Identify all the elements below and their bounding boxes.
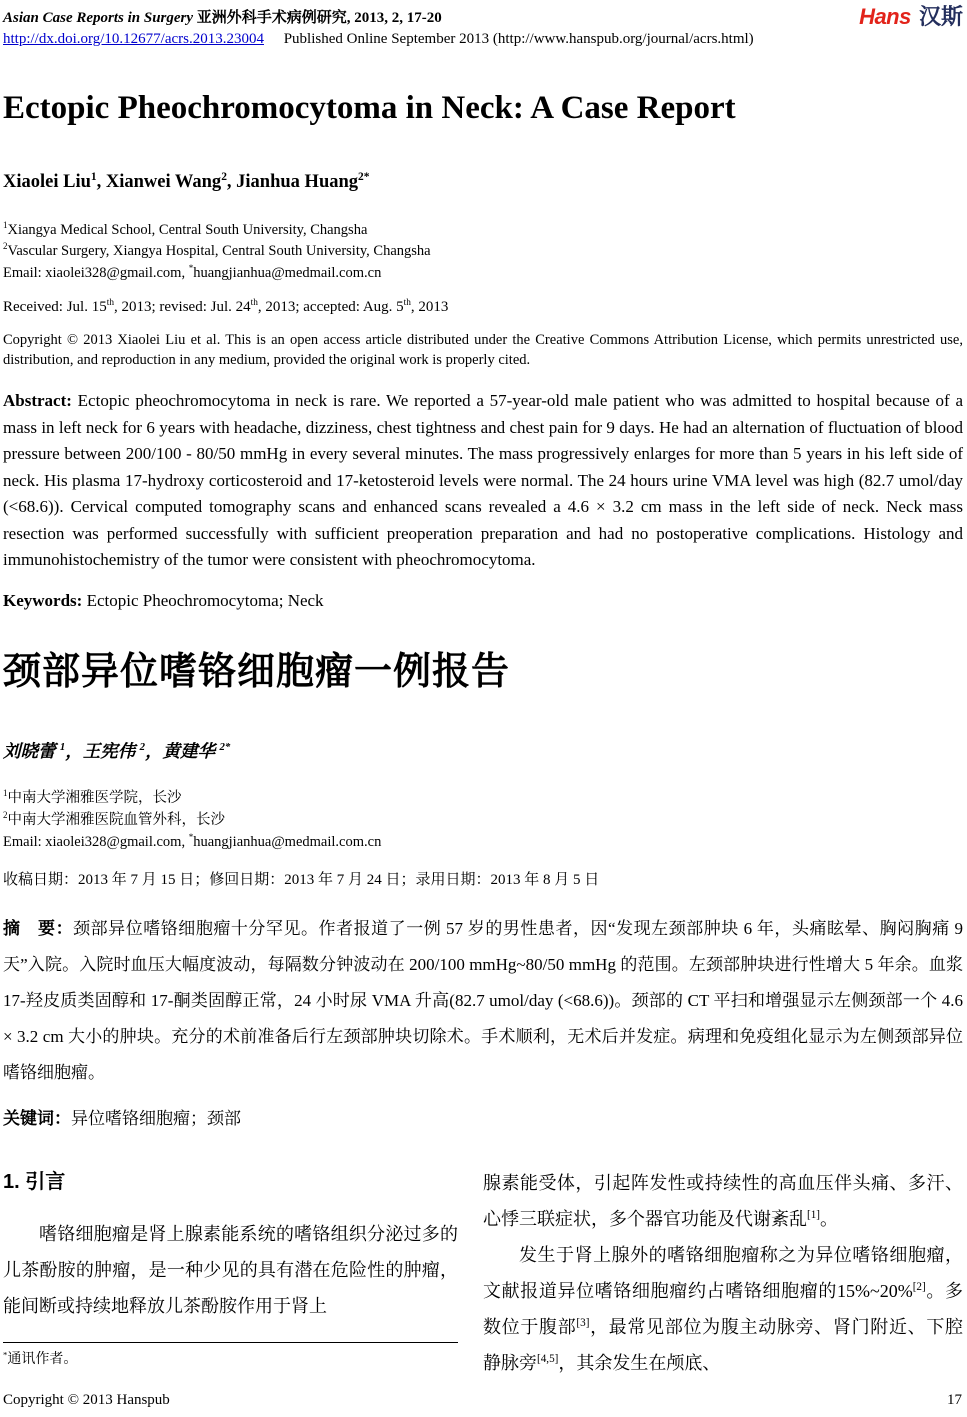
page-footer bbox=[3, 1392, 962, 1409]
copyright-license-notice: Copyright © 2013 Xiaolei Liu et al. This is an open access article distributed under the Creative Commons Attribution License, which permits unrestricted use, distribution, and reproduction in any medium, provided the original work is properly cited. bbox=[3, 332, 963, 368]
abstract-text: Ectopic pheochromocytoma in neck is rare. We reported a 57-year-old male patient who was admitted to hospital because of a mass in left neck for 6 years with headache, dizziness, chest tightness and chest pain for 9 days. He had an alternation of fluctuation of blood pressure between 200/100 - 80/50 mmHg in every several minutes. The mass progressively enlarges for more than 5 years in his left side of neck. His plasma 17-hydroxy corticosteroid and 17-ketosteroid levels were normal. The 24 hours urine VMA level was high (82.7 umol/day (<68.6)). Cervical computed tomography scans and enhanced scans revealed a 4.6 × 3.2 cm mass in the left side of neck. Neck mass resection was performed successfully with sufficient preoperation preparation and had no postoperative complications. Histology and immunohistochemistry of the tumor were consistent with pheochromocytoma. bbox=[3, 391, 964, 570]
journal-info bbox=[3, 6, 754, 48]
email-line: Email: xiaolei328@gmail.com, *huangjianhua@medmail.com.cn bbox=[3, 263, 382, 281]
journal-title-line bbox=[3, 6, 754, 27]
keywords-text-chinese: 异位嗜铬细胞瘤；颈部 bbox=[71, 1109, 241, 1129]
abstract-english bbox=[3, 388, 963, 574]
footer-copyright: Copyright © 2013 Hanspub bbox=[3, 1392, 170, 1408]
corresponding-author-footnote: *通讯作者。 bbox=[3, 1342, 458, 1368]
doi-published-line bbox=[3, 31, 754, 48]
intro-paragraph-right-2: 发生于肾上腺外的嗜铬细胞瘤称之为异位嗜铬细胞瘤，文献报道异位嗜铬细胞瘤约占嗜铬细胞瘤的15%~20%[2]。多数位于腹部[3]，最常见部位为腹主动脉旁、肾门附近、下腔静脉旁[4,5]，其余发生在颅底、 bbox=[483, 1245, 964, 1374]
logo-hanzi-text: 汉斯 bbox=[918, 4, 963, 29]
intro-paragraph-left: 嗜铬细胞瘤是肾上腺素能系统的嗜铬组织分泌过多的儿茶酚胺的肿瘤，是一种少见的具有潜在危险性的肿瘤，能间断或持续地释放儿茶酚胺作用于肾上 bbox=[3, 1224, 458, 1317]
affiliation-line: $^1$Xiangya Medical School, Central South University, Changsha bbox=[3, 220, 368, 238]
affiliations-english bbox=[3, 220, 963, 285]
received-dates-chinese: 收稿日期：2013 年 7 月 15 日；修回日期：2013 年 7 月 24 日；录用日期：2013 年 8 月 5 日 bbox=[3, 872, 600, 889]
keywords-english bbox=[3, 591, 963, 611]
authors-english: Xiaolei Liu$^1$, Xianwei Wang$^2$, Jianhua Huang$^{2*}$ bbox=[3, 170, 370, 192]
affiliation-line: $^1$中南大学湘雅医学院，长沙 bbox=[3, 788, 182, 807]
authors-chinese: 刘晓蕾 $^1$，王宪伟 $^2$，黄建华 $^{2*}$ bbox=[3, 741, 231, 762]
affiliation-line: $^2$中南大学湘雅医院血管外科，长沙 bbox=[3, 810, 225, 829]
article-title-chinese: 颈部异位嗜铬细胞瘤一例报告 bbox=[3, 650, 511, 693]
keywords-text: Ectopic Pheochromocytoma; Neck bbox=[86, 590, 324, 610]
logo-hans-text: Hans bbox=[859, 4, 911, 29]
published-online-text: Published Online September 2013 (http://www.hanspub.org/journal/acrs.html) bbox=[283, 31, 754, 47]
article-title-english: Ectopic Pheochromocytoma in Neck: A Case Report bbox=[3, 90, 736, 126]
abstract-label: Abstract: bbox=[3, 391, 72, 411]
journal-title-chinese-issue: 亚洲外科手术病例研究, 2013, 2, 17-20 bbox=[196, 10, 442, 26]
page-header bbox=[3, 6, 963, 48]
two-column-body bbox=[3, 1165, 963, 1381]
keywords-label-chinese: 关键词： bbox=[3, 1109, 71, 1129]
hans-publisher-logo bbox=[859, 6, 963, 28]
email-line: Email: xiaolei328@gmail.com, *huangjianhua@medmail.com.cn bbox=[3, 832, 382, 851]
keywords-label: Keywords: bbox=[3, 590, 83, 610]
page-number: 17 bbox=[947, 1392, 962, 1408]
received-dates-english: Received: Jul. 15th, 2013; revised: Jul. 24th, 2013; accepted: Aug. 5th, 2013 bbox=[3, 298, 449, 316]
doi-link[interactable]: http://dx.doi.org/10.12677/acrs.2013.23004 bbox=[3, 31, 264, 47]
abstract-text-chinese: 颈部异位嗜铬细胞瘤十分罕见。作者报道了一例 57 岁的男性患者，因“发现左颈部肿块 6 年，头痛眩晕、胸闷胸痛 9 天”入院。入院时血压大幅度波动，每隔数分钟波动在 200/100 mmHg~80/50 mmHg 的范围。左颈部肿块进行性增大 5 年余。血浆 17-羟皮质类固醇和 17-酮类固醇正常，24 小时尿 VMA 升高(82.7 umol/day (<68.6))。颈部的 CT 平扫和增强显示左侧颈部一个 4.6 × 3.2 cm 大小的肿块。充分的术前准备后行左颈部肿块切除术。手术顺利，无术后并发症。病理和免疫组化显示为左侧颈部异位嗜铬细胞瘤。 bbox=[3, 919, 964, 1083]
intro-paragraph-right-1: 腺素能受体，引起阵发性或持续性的高血压伴头痛、多汗、心悸三联症状，多个器官功能及代谢紊乱[1]。 bbox=[483, 1173, 963, 1230]
keywords-chinese bbox=[3, 1104, 963, 1129]
right-column bbox=[483, 1165, 963, 1381]
abstract-label-chinese: 摘 要： bbox=[3, 919, 74, 939]
affiliations-chinese bbox=[3, 787, 963, 853]
affiliation-line: $^2$Vascular Surgery, Xiangya Hospital, Central South University, Changsha bbox=[3, 241, 431, 260]
abstract-chinese bbox=[3, 911, 963, 1091]
left-column bbox=[3, 1165, 458, 1381]
section-heading-introduction: 1. 引言 bbox=[3, 1171, 66, 1194]
journal-title-english: Asian Case Reports in Surgery bbox=[3, 10, 194, 26]
